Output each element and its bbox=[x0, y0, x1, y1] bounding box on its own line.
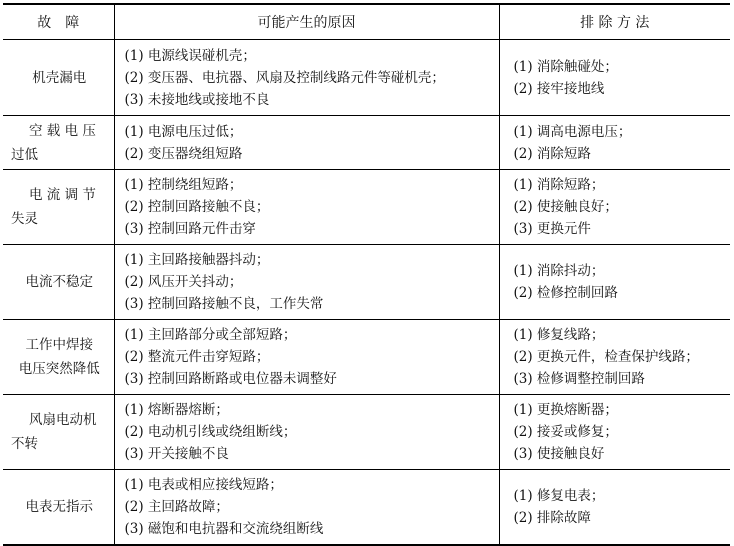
fault-label: 不转 bbox=[11, 436, 38, 452]
remedy-item: (2) 使接触良好； bbox=[513, 199, 618, 215]
remedy-item: (1) 调高电源电压； bbox=[513, 123, 632, 140]
remedies-cell bbox=[499, 395, 730, 470]
table-row bbox=[3, 470, 730, 545]
cause-item: (3) 磁饱和电抗器和交流绕组断线 bbox=[124, 520, 324, 537]
cause-item: (1) 电表或相应接线短路； bbox=[124, 476, 283, 493]
remedy-item: (2) 接妥或修复； bbox=[513, 424, 618, 440]
fault-label: 电 流 调 节 bbox=[29, 187, 96, 203]
cause-item: (1) 电源电压过低； bbox=[124, 123, 243, 140]
causes-cell bbox=[114, 395, 499, 470]
cause-item: (2) 风压开关抖动； bbox=[124, 274, 243, 290]
table-row bbox=[3, 320, 730, 395]
remedies-cell bbox=[499, 470, 730, 545]
header-remedies: 排 除 方 法 bbox=[499, 4, 730, 40]
fault-label: 电压突然降低 bbox=[18, 361, 100, 377]
cause-item: (2) 变压器、电抗器、风扇及控制线路元件等碰机壳； bbox=[124, 69, 445, 86]
causes-cell bbox=[114, 170, 499, 245]
cause-item: (2) 电动机引线或绕组断线； bbox=[124, 424, 297, 440]
fault-label: 电流不稳定 bbox=[25, 274, 93, 290]
remedy-item: (2) 检修控制回路 bbox=[513, 285, 618, 301]
remedy-item: (1) 修复电表； bbox=[513, 487, 605, 504]
fault-cell bbox=[3, 40, 114, 116]
remedy-item: (1) 修复线路； bbox=[513, 327, 605, 343]
troubleshooting-table-wrapper bbox=[3, 3, 730, 546]
fault-cell bbox=[3, 245, 114, 320]
cause-item: (1) 熔断器熔断； bbox=[124, 402, 229, 418]
remedy-item: (2) 消除短路 bbox=[513, 145, 591, 162]
table-row bbox=[3, 40, 730, 116]
cause-item: (2) 变压器绕组短路 bbox=[124, 145, 243, 162]
fault-label: 工作中焊接 bbox=[25, 337, 93, 353]
cause-item: (3) 未接地线或接地不良 bbox=[124, 91, 270, 108]
troubleshooting-table bbox=[3, 3, 730, 546]
fault-cell bbox=[3, 470, 114, 545]
cause-item: (2) 整流元件击穿短路； bbox=[124, 349, 270, 365]
fault-label: 失灵 bbox=[11, 211, 38, 227]
remedy-item: (3) 使接触良好 bbox=[513, 446, 605, 462]
cause-item: (3) 控制回路断路或电位器未调整好 bbox=[124, 371, 337, 387]
fault-label: 机壳漏电 bbox=[32, 69, 87, 86]
fault-label: 空 载 电 压 bbox=[29, 122, 96, 139]
remedy-item: (1) 更换熔断器； bbox=[513, 402, 618, 418]
remedy-item: (1) 消除短路； bbox=[513, 177, 605, 193]
table-header-row bbox=[3, 4, 730, 40]
cause-item: (2) 控制回路接触不良； bbox=[124, 199, 270, 215]
fault-cell bbox=[3, 170, 114, 245]
table-row bbox=[3, 245, 730, 320]
cause-item: (3) 控制回路元件击穿 bbox=[124, 221, 256, 237]
cause-item: (1) 主回路接触器抖动； bbox=[124, 252, 270, 268]
cause-item: (1) 控制绕组短路； bbox=[124, 177, 243, 193]
remedy-item: (3) 更换元件 bbox=[513, 221, 591, 237]
remedy-item: (1) 消除抖动； bbox=[513, 263, 605, 279]
remedy-item: (3) 检修调整控制回路 bbox=[513, 371, 645, 387]
header-fault: 故 障 bbox=[3, 4, 114, 40]
remedy-item: (2) 接牢接地线 bbox=[513, 80, 605, 97]
cause-item: (1) 电源线误碰机壳； bbox=[124, 47, 256, 64]
cause-item: (3) 开关接触不良 bbox=[124, 446, 229, 462]
remedy-item: (2) 排除故障 bbox=[513, 509, 591, 526]
fault-label: 风扇电动机 bbox=[29, 412, 97, 428]
table-row bbox=[3, 170, 730, 245]
header-causes: 可能产生的原因 bbox=[114, 4, 499, 40]
remedy-item: (1) 消除触碰处； bbox=[513, 58, 618, 75]
table-row bbox=[3, 395, 730, 470]
fault-cell bbox=[3, 116, 114, 170]
cause-item: (1) 主回路部分或全部短路； bbox=[124, 327, 297, 343]
fault-label: 电表无指示 bbox=[25, 498, 93, 515]
causes-cell bbox=[114, 320, 499, 395]
fault-cell bbox=[3, 320, 114, 395]
causes-cell bbox=[114, 470, 499, 545]
cause-item: (2) 主回路故障； bbox=[124, 498, 229, 515]
remedies-cell bbox=[499, 245, 730, 320]
remedies-cell bbox=[499, 170, 730, 245]
causes-cell bbox=[114, 245, 499, 320]
remedies-cell bbox=[499, 116, 730, 170]
causes-cell bbox=[114, 40, 499, 116]
table-row bbox=[3, 116, 730, 170]
remedies-cell bbox=[499, 40, 730, 116]
remedy-item: (2) 更换元件，检查保护线路； bbox=[513, 349, 699, 365]
fault-cell bbox=[3, 395, 114, 470]
causes-cell bbox=[114, 116, 499, 170]
cause-item: (3) 控制回路接触不良，工作失常 bbox=[124, 296, 324, 312]
remedies-cell bbox=[499, 320, 730, 395]
fault-label: 过低 bbox=[11, 146, 38, 163]
